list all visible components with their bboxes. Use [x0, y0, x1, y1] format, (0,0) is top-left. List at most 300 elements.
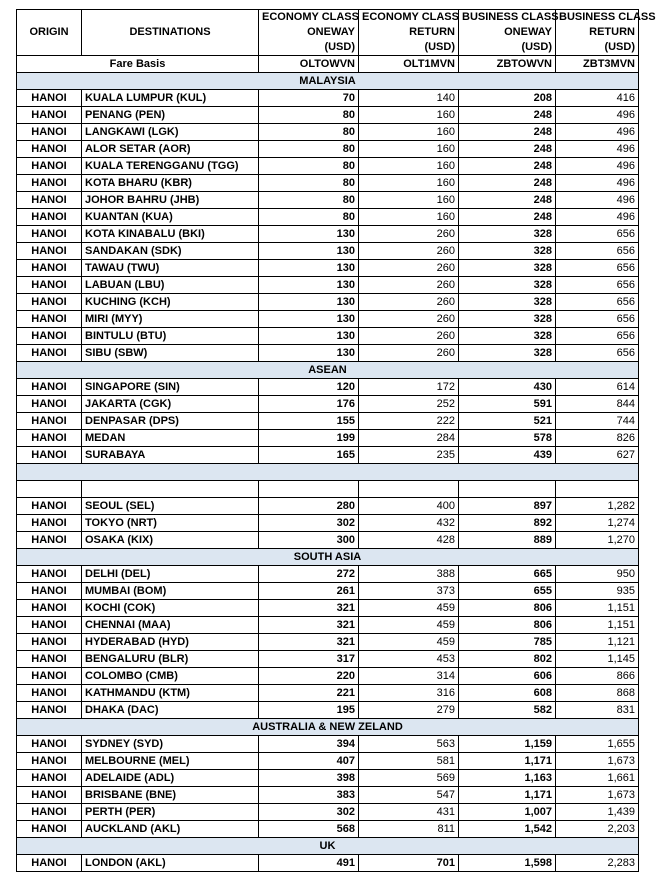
origin-cell: HANOI: [17, 430, 82, 447]
business-oneway-cell: 1,007: [459, 804, 556, 821]
table-row: [17, 821, 639, 838]
destination-cell: DENPASAR (DPS): [82, 413, 259, 430]
economy-oneway-cell: 407: [259, 753, 359, 770]
table-row: [17, 787, 639, 804]
destination-cell: HYDERABAD (HYD): [82, 634, 259, 651]
table-row: [17, 668, 639, 685]
economy-return-cell: 284: [359, 430, 459, 447]
business-oneway-cell: 606: [459, 668, 556, 685]
origin-cell: HANOI: [17, 583, 82, 600]
table-row: [17, 175, 639, 192]
business-return-cell: 1,274: [556, 515, 639, 532]
economy-return-cell: 547: [359, 787, 459, 804]
economy-return-cell: 260: [359, 328, 459, 345]
economy-return-cell: 260: [359, 294, 459, 311]
economy-oneway-cell: 195: [259, 702, 359, 719]
origin-header: ORIGIN: [17, 10, 82, 56]
business-oneway-cell: 208: [459, 90, 556, 107]
destination-cell: BRISBANE (BNE): [82, 787, 259, 804]
business-return-cell: 496: [556, 192, 639, 209]
business-oneway-cell: 328: [459, 226, 556, 243]
table-row: [17, 243, 639, 260]
origin-cell: HANOI: [17, 634, 82, 651]
economy-oneway-cell: 80: [259, 107, 359, 124]
economy-return-cell: 222: [359, 413, 459, 430]
economy-return-cell: 581: [359, 753, 459, 770]
economy-oneway-cell: 568: [259, 821, 359, 838]
origin-cell: HANOI: [17, 396, 82, 413]
economy-oneway-cell: 321: [259, 634, 359, 651]
table-row: [17, 413, 639, 430]
origin-cell: HANOI: [17, 702, 82, 719]
origin-cell: HANOI: [17, 600, 82, 617]
region-row: [17, 719, 639, 736]
destination-cell: BINTULU (BTU): [82, 328, 259, 345]
business-return-cell: 656: [556, 328, 639, 345]
economy-oneway-cell: 80: [259, 141, 359, 158]
origin-cell: HANOI: [17, 345, 82, 362]
region-label: SOUTH ASIA: [17, 549, 639, 566]
economy-oneway-cell: 220: [259, 668, 359, 685]
business-return-cell: 2,283: [556, 855, 639, 872]
economy-return-cell: 373: [359, 583, 459, 600]
economy-oneway-cell: 165: [259, 447, 359, 464]
origin-cell: HANOI: [17, 311, 82, 328]
business-return-cell: 831: [556, 702, 639, 719]
business-oneway-cell: 328: [459, 311, 556, 328]
economy-return-cell: 260: [359, 243, 459, 260]
destination-cell: KATHMANDU (KTM): [82, 685, 259, 702]
destination-cell: LONDON (AKL): [82, 855, 259, 872]
business-oneway-cell: 328: [459, 345, 556, 362]
region-row: [17, 362, 639, 379]
economy-return-cell: 260: [359, 345, 459, 362]
economy-oneway-cell: 176: [259, 396, 359, 413]
destination-cell: PERTH (PER): [82, 804, 259, 821]
economy-oneway-cell: 80: [259, 158, 359, 175]
business-oneway-cell: 578: [459, 430, 556, 447]
table-row: [17, 770, 639, 787]
region-row: [17, 549, 639, 566]
business-return-cell: 496: [556, 209, 639, 226]
economy-return-cell: 701: [359, 855, 459, 872]
economy-return-cell: 432: [359, 515, 459, 532]
destination-cell: SIBU (SBW): [82, 345, 259, 362]
destination-cell: OSAKA (KIX): [82, 532, 259, 549]
business-return-cell: 416: [556, 90, 639, 107]
destination-cell: [82, 481, 259, 498]
business-return-cell: 1,673: [556, 753, 639, 770]
economy-oneway-cell: 491: [259, 855, 359, 872]
origin-cell: HANOI: [17, 277, 82, 294]
table-row: [17, 294, 639, 311]
header-line: (USD): [604, 41, 635, 53]
economy-oneway-cell: 130: [259, 243, 359, 260]
table-row: [17, 634, 639, 651]
business-return-cell: 627: [556, 447, 639, 464]
table-row: [17, 141, 639, 158]
destination-cell: LABUAN (LBU): [82, 277, 259, 294]
origin-cell: HANOI: [17, 107, 82, 124]
header-line: (USD): [521, 41, 552, 53]
business-return-cell: 1,151: [556, 600, 639, 617]
header-line: RETURN: [409, 26, 455, 38]
destination-cell: ADELAIDE (ADL): [82, 770, 259, 787]
header-line: ECONOMY CLASS: [262, 11, 359, 23]
origin-cell: HANOI: [17, 328, 82, 345]
header-line: (USD): [324, 41, 355, 53]
business-return-header: [556, 10, 656, 56]
business-oneway-cell: 806: [459, 617, 556, 634]
business-oneway-cell: 439: [459, 447, 556, 464]
business-return-cell: 935: [556, 583, 639, 600]
destination-cell: AUCKLAND (AKL): [82, 821, 259, 838]
origin-cell: HANOI: [17, 175, 82, 192]
business-oneway-cell: 248: [459, 107, 556, 124]
header-row: [17, 10, 639, 56]
destination-cell: SANDAKAN (SDK): [82, 243, 259, 260]
business-oneway-cell: 1,171: [459, 787, 556, 804]
economy-return-cell: 160: [359, 107, 459, 124]
origin-cell: HANOI: [17, 90, 82, 107]
table-row: [17, 158, 639, 175]
destination-cell: KUALA LUMPUR (KUL): [82, 90, 259, 107]
business-return-cell: 656: [556, 345, 639, 362]
business-oneway-cell: 430: [459, 379, 556, 396]
economy-return-cell: 459: [359, 617, 459, 634]
origin-cell: HANOI: [17, 787, 82, 804]
table-row: [17, 379, 639, 396]
business-oneway-cell: 328: [459, 260, 556, 277]
table-row: [17, 566, 639, 583]
business-oneway-cell: 1,163: [459, 770, 556, 787]
table-row: [17, 345, 639, 362]
business-return-cell: 656: [556, 311, 639, 328]
region-label: UK: [17, 838, 639, 855]
economy-oneway-cell: 199: [259, 430, 359, 447]
business-return-cell: 496: [556, 158, 639, 175]
economy-oneway-cell: 130: [259, 277, 359, 294]
economy-return-cell: 160: [359, 192, 459, 209]
economy-return-cell: 459: [359, 634, 459, 651]
table-row: [17, 311, 639, 328]
region-label: AUSTRALIA & NEW ZELAND: [17, 719, 639, 736]
economy-return-cell: 172: [359, 379, 459, 396]
business-oneway-cell: 892: [459, 515, 556, 532]
business-oneway-cell: 1,542: [459, 821, 556, 838]
region-label: [17, 464, 639, 481]
economy-oneway-cell: 321: [259, 600, 359, 617]
business-oneway-cell: 608: [459, 685, 556, 702]
economy-return-cell: 569: [359, 770, 459, 787]
business-return-cell: 1,145: [556, 651, 639, 668]
business-return-cell: 1,655: [556, 736, 639, 753]
business-return-cell: 826: [556, 430, 639, 447]
table-row: [17, 107, 639, 124]
economy-oneway-cell: 130: [259, 226, 359, 243]
header-line: ONEWAY: [307, 26, 355, 38]
table-row: [17, 260, 639, 277]
economy-return-cell: 160: [359, 158, 459, 175]
economy-oneway-cell: 80: [259, 192, 359, 209]
economy-oneway-cell: 394: [259, 736, 359, 753]
economy-return-cell: 563: [359, 736, 459, 753]
origin-cell: HANOI: [17, 192, 82, 209]
economy-oneway-cell: 302: [259, 804, 359, 821]
table-row: [17, 651, 639, 668]
table-row: [17, 226, 639, 243]
economy-return-cell: 160: [359, 175, 459, 192]
business-return-cell: 866: [556, 668, 639, 685]
economy-oneway-cell: 300: [259, 532, 359, 549]
table-row: [17, 753, 639, 770]
header-line: ECONOMY CLASS: [362, 11, 459, 23]
economy-oneway-cell: 321: [259, 617, 359, 634]
business-return-cell: 2,203: [556, 821, 639, 838]
origin-cell: HANOI: [17, 617, 82, 634]
origin-cell: HANOI: [17, 855, 82, 872]
business-return-cell: 1,673: [556, 787, 639, 804]
fare-basis-label: Fare Basis: [17, 56, 259, 73]
economy-oneway-cell: 80: [259, 209, 359, 226]
origin-cell: HANOI: [17, 141, 82, 158]
business-return-cell: 1,282: [556, 498, 639, 515]
destination-cell: COLOMBO (CMB): [82, 668, 259, 685]
economy-return-cell: 314: [359, 668, 459, 685]
table-row: [17, 685, 639, 702]
header-line: RETURN: [589, 26, 635, 38]
economy-return-header: [359, 10, 459, 56]
economy-oneway-cell: 155: [259, 413, 359, 430]
economy-return-cell: 279: [359, 702, 459, 719]
destination-cell: MELBOURNE (MEL): [82, 753, 259, 770]
origin-cell: HANOI: [17, 515, 82, 532]
economy-oneway-header: [259, 10, 359, 56]
origin-cell: HANOI: [17, 243, 82, 260]
business-return-cell: 744: [556, 413, 639, 430]
economy-return-cell: 388: [359, 566, 459, 583]
business-return-cell: [556, 481, 639, 498]
business-return-cell: 1,151: [556, 617, 639, 634]
economy-return-cell: 160: [359, 124, 459, 141]
economy-oneway-cell: 130: [259, 328, 359, 345]
table-row: [17, 804, 639, 821]
destination-cell: KUCHING (KCH): [82, 294, 259, 311]
destination-cell: KOTA KINABALU (BKI): [82, 226, 259, 243]
origin-cell: HANOI: [17, 651, 82, 668]
table-row: [17, 617, 639, 634]
destination-cell: PENANG (PEN): [82, 107, 259, 124]
table-row: [17, 583, 639, 600]
economy-return-cell: 260: [359, 226, 459, 243]
destination-cell: JOHOR BAHRU (JHB): [82, 192, 259, 209]
business-return-cell: 1,439: [556, 804, 639, 821]
origin-cell: HANOI: [17, 498, 82, 515]
origin-cell: HANOI: [17, 226, 82, 243]
business-return-cell: 656: [556, 226, 639, 243]
fare-table: [16, 9, 656, 872]
destination-cell: CHENNAI (MAA): [82, 617, 259, 634]
business-return-cell: 656: [556, 277, 639, 294]
business-return-cell: 496: [556, 141, 639, 158]
header-line: BUSINESS CLASS: [559, 11, 656, 23]
destination-cell: LANGKAWI (LGK): [82, 124, 259, 141]
fare-basis-code: OLT1MVN: [359, 56, 459, 73]
economy-oneway-cell: [259, 481, 359, 498]
table-row: [17, 192, 639, 209]
economy-oneway-cell: 130: [259, 294, 359, 311]
economy-oneway-cell: 383: [259, 787, 359, 804]
economy-return-cell: 428: [359, 532, 459, 549]
region-label: MALAYSIA: [17, 73, 639, 90]
table-row: [17, 498, 639, 515]
destination-cell: KOCHI (COK): [82, 600, 259, 617]
economy-oneway-cell: 280: [259, 498, 359, 515]
economy-oneway-cell: 317: [259, 651, 359, 668]
table-row: [17, 515, 639, 532]
origin-cell: HANOI: [17, 447, 82, 464]
economy-oneway-cell: 261: [259, 583, 359, 600]
origin-cell: HANOI: [17, 379, 82, 396]
business-oneway-cell: 248: [459, 192, 556, 209]
table-row: [17, 328, 639, 345]
destination-cell: MUMBAI (BOM): [82, 583, 259, 600]
economy-return-cell: 235: [359, 447, 459, 464]
destination-cell: TAWAU (TWU): [82, 260, 259, 277]
origin-cell: HANOI: [17, 668, 82, 685]
destination-cell: MIRI (MYY): [82, 311, 259, 328]
destination-cell: DELHI (DEL): [82, 566, 259, 583]
fare-basis-row: [17, 56, 639, 73]
destination-cell: ALOR SETAR (AOR): [82, 141, 259, 158]
region-label: ASEAN: [17, 362, 639, 379]
economy-return-cell: 140: [359, 90, 459, 107]
economy-return-cell: 459: [359, 600, 459, 617]
origin-cell: HANOI: [17, 158, 82, 175]
destination-cell: BENGALURU (BLR): [82, 651, 259, 668]
economy-return-cell: [359, 481, 459, 498]
business-oneway-cell: 328: [459, 328, 556, 345]
business-oneway-cell: 328: [459, 277, 556, 294]
table-row: [17, 209, 639, 226]
origin-cell: HANOI: [17, 209, 82, 226]
economy-oneway-cell: 302: [259, 515, 359, 532]
region-row: [17, 838, 639, 855]
economy-return-cell: 431: [359, 804, 459, 821]
economy-oneway-cell: 272: [259, 566, 359, 583]
destination-cell: MEDAN: [82, 430, 259, 447]
economy-oneway-cell: 120: [259, 379, 359, 396]
origin-cell: HANOI: [17, 294, 82, 311]
economy-return-cell: 811: [359, 821, 459, 838]
economy-oneway-cell: 70: [259, 90, 359, 107]
destinations-header: DESTINATIONS: [82, 10, 259, 56]
business-oneway-cell: 328: [459, 243, 556, 260]
economy-oneway-cell: 398: [259, 770, 359, 787]
table-row: [17, 736, 639, 753]
economy-return-cell: 160: [359, 209, 459, 226]
business-return-cell: 496: [556, 175, 639, 192]
business-oneway-cell: 521: [459, 413, 556, 430]
destination-cell: SYDNEY (SYD): [82, 736, 259, 753]
origin-cell: HANOI: [17, 770, 82, 787]
business-oneway-cell: 806: [459, 600, 556, 617]
origin-cell: HANOI: [17, 532, 82, 549]
business-oneway-cell: 655: [459, 583, 556, 600]
origin-cell: HANOI: [17, 566, 82, 583]
business-oneway-cell: 1,598: [459, 855, 556, 872]
table-row: [17, 90, 639, 107]
table-row: [17, 855, 639, 872]
business-oneway-cell: 248: [459, 175, 556, 192]
business-oneway-cell: 248: [459, 124, 556, 141]
table-row: [17, 532, 639, 549]
origin-cell: HANOI: [17, 736, 82, 753]
business-return-cell: 614: [556, 379, 639, 396]
table-row: [17, 447, 639, 464]
business-oneway-cell: 248: [459, 209, 556, 226]
economy-oneway-cell: 80: [259, 175, 359, 192]
business-oneway-cell: 897: [459, 498, 556, 515]
business-return-cell: 868: [556, 685, 639, 702]
economy-return-cell: 252: [359, 396, 459, 413]
origin-cell: HANOI: [17, 804, 82, 821]
origin-cell: [17, 481, 82, 498]
economy-oneway-cell: 130: [259, 260, 359, 277]
header-line: BUSINESS CLASS: [462, 11, 559, 23]
business-oneway-cell: 248: [459, 141, 556, 158]
business-return-cell: 496: [556, 107, 639, 124]
business-oneway-cell: 802: [459, 651, 556, 668]
economy-oneway-cell: 130: [259, 311, 359, 328]
economy-return-cell: 316: [359, 685, 459, 702]
business-return-cell: 656: [556, 294, 639, 311]
destination-cell: JAKARTA (CGK): [82, 396, 259, 413]
business-oneway-cell: 785: [459, 634, 556, 651]
business-oneway-cell: 665: [459, 566, 556, 583]
fare-table-body: [17, 56, 639, 872]
table-row: [17, 600, 639, 617]
business-return-cell: 496: [556, 124, 639, 141]
business-oneway-cell: 1,171: [459, 753, 556, 770]
fare-basis-code: ZBT3MVN: [556, 56, 639, 73]
table-row: [17, 702, 639, 719]
destination-cell: SURABAYA: [82, 447, 259, 464]
header-line: (USD): [424, 41, 455, 53]
economy-return-cell: 400: [359, 498, 459, 515]
destination-cell: KOTA BHARU (KBR): [82, 175, 259, 192]
business-oneway-cell: 328: [459, 294, 556, 311]
table-row: [17, 124, 639, 141]
business-oneway-header: [459, 10, 559, 56]
business-return-cell: 656: [556, 260, 639, 277]
business-return-cell: 950: [556, 566, 639, 583]
header-line: ONEWAY: [504, 26, 552, 38]
economy-return-cell: 260: [359, 277, 459, 294]
origin-cell: HANOI: [17, 753, 82, 770]
destination-cell: KUANTAN (KUA): [82, 209, 259, 226]
origin-cell: HANOI: [17, 685, 82, 702]
region-row: [17, 464, 639, 481]
business-return-cell: 656: [556, 243, 639, 260]
economy-oneway-cell: 221: [259, 685, 359, 702]
business-return-cell: 1,661: [556, 770, 639, 787]
destination-cell: KUALA TERENGGANU (TGG): [82, 158, 259, 175]
economy-oneway-cell: 80: [259, 124, 359, 141]
business-oneway-cell: 889: [459, 532, 556, 549]
business-oneway-cell: 248: [459, 158, 556, 175]
origin-cell: HANOI: [17, 821, 82, 838]
